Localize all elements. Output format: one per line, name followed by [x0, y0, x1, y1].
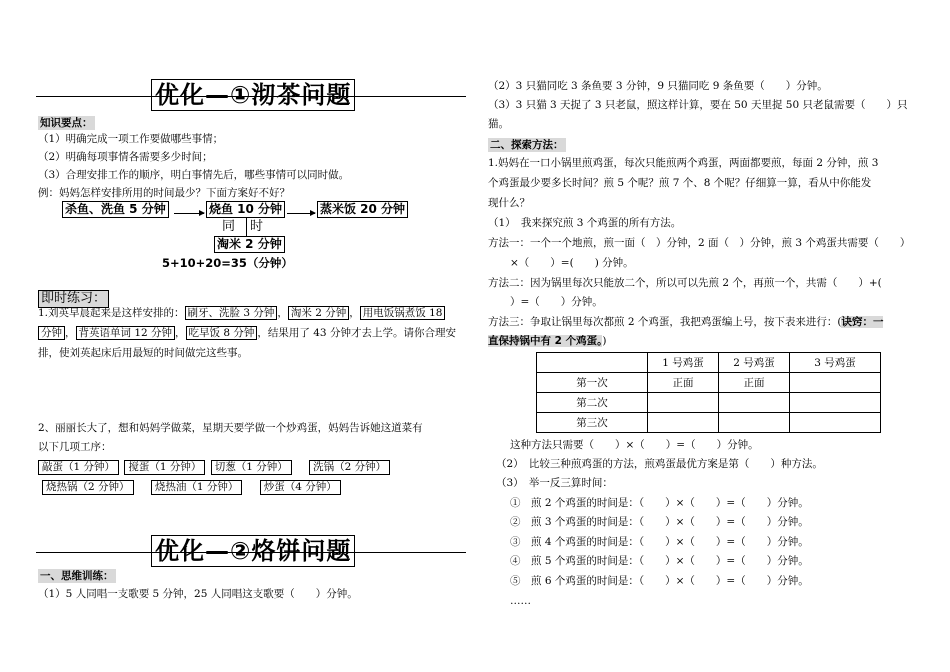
explore-sub-1: （1） 我来探究煎 3 个鸡蛋的所有方法。 [488, 217, 682, 229]
calc-3-eggs: ② 煎 3 个鸡蛋的时间是：（ ）×（ ）=（ ）分钟。 [510, 516, 809, 528]
table-cell [537, 353, 648, 373]
step-stir-egg: 搅蛋（1 分钟） [124, 460, 205, 475]
table-row [537, 393, 881, 413]
calc-5-eggs: ④ 煎 5 个鸡蛋的时间是：（ ）×（ ）=（ ）分钟。 [510, 555, 809, 567]
table-header: 3 号鸡蛋 [790, 353, 881, 373]
calc-2-eggs: ① 煎 2 个鸡蛋的时间是：（ ）×（ ）=（ ）分钟。 [510, 497, 809, 509]
flow-same-label-2: 时 [250, 219, 264, 234]
flow-step-wash-rice: 淘米 2 分钟 [214, 236, 285, 253]
step-heat-pot: 烧热锅（2 分钟） [42, 480, 134, 495]
example-question: 例：妈妈怎样安排所用的时间最少？下面方案好不好？ [38, 187, 290, 199]
task-breakfast: 吃早饭 8 分钟 [186, 326, 258, 340]
step-heat-oil: 烧热油（1 分钟） [151, 480, 243, 495]
knowledge-point-3: （3）合理安排工作的顺序，明白事情先后，哪些事情可以同时做。 [38, 169, 350, 181]
q2-line-2: 以下几项工序： [38, 441, 112, 453]
flow-arrow-2 [287, 213, 315, 214]
thinking-header: 一、思维训练： [40, 570, 114, 582]
method-2-line-1: 方法二：因为锅里每次只能放二个，所以可以先煎 2 个，再煎一个，共需（ ）+( [488, 277, 893, 289]
step-crack-egg: 敲蛋（1 分钟） [38, 460, 119, 475]
knowledge-header: 知识要点： [40, 117, 93, 129]
method-3-text: 方法三：争取让锅里每次都煎 2 个鸡蛋，我把鸡蛋编上号，按下表来进行：( [488, 316, 842, 328]
table-cell [790, 413, 881, 433]
step-cut-onion: 切葱（1 分钟） [211, 460, 292, 475]
thinking-q1: （1）5 人同唱一支歌要 5 分钟，25 人同唱这支歌要（ ）分钟。 [38, 588, 358, 600]
task-english-words: 背英语单词 12 分钟 [76, 326, 176, 340]
task-cook-rice: 用电饭锅煮饭 18 [360, 306, 446, 320]
q2-line-1: 2、丽丽长大了，想和妈妈学做菜，星期天要学做一个炒鸡蛋，妈妈告诉她这道菜有 [38, 422, 423, 434]
practice-header: 即时练习： [38, 290, 109, 308]
flow-arrow-1 [174, 213, 204, 214]
flow-step-cook-fish: 烧鱼 10 分钟 [206, 201, 285, 218]
q1-line-1: 1.刘英早晨起来是这样安排的： 刷牙、洗脸 3 分钟 ， 淘米 2 分钟 ， 用电饭锅煮饭 18 [38, 306, 445, 320]
table-cell [719, 413, 790, 433]
task-wash-rice: 淘米 2 分钟 [288, 306, 349, 320]
ellipsis: …… [510, 595, 531, 607]
explore-q1-line-3: 现什么？ [488, 197, 530, 209]
thinking-q3-line-1: （3）3 只猫 3 天捉了 3 只老鼠，照这样计算，要在 50 天里捉 50 只老鼠需要（ ）只 [488, 99, 908, 111]
q2-steps-row-1 [38, 460, 392, 475]
q2-steps-row-2 [38, 480, 343, 495]
method-3-result: 这种方法只需要（ ）×（ ）=（ ）分钟。 [510, 439, 759, 451]
explore-sub-3: （3） 举一反三算时间： [496, 477, 613, 489]
flow-same-label-1: 同 [222, 219, 236, 234]
explore-q1-line-2: 个鸡蛋最少要多长时间？煎 5 个呢？煎 7 个、8 个呢？仔细算一算，看从中你能发 [488, 177, 872, 189]
step-wash-pot: 洗锅（2 分钟） [309, 460, 390, 475]
table-row [537, 353, 881, 373]
thinking-q2: （2）3 只猫同吃 3 条鱼要 3 分钟，9 只猫同吃 9 条鱼要（ ）分钟。 [488, 80, 828, 92]
q1-line-3: 排，使刘英起床后用最短的时间做完这些事。 [38, 347, 248, 359]
knowledge-point-2: （2）明确每项事情各需要多少时间； [38, 151, 213, 163]
table-cell: 第二次 [537, 393, 648, 413]
table-cell [648, 413, 719, 433]
table-cell: 第一次 [537, 373, 648, 393]
table-row [537, 373, 881, 393]
egg-table [536, 352, 881, 433]
task-brush-teeth: 刷牙、洗脸 3 分钟 [185, 306, 278, 320]
table-row [537, 413, 881, 433]
calc-6-eggs: ⑤ 煎 6 个鸡蛋的时间是：（ ）×（ ）=（ ）分钟。 [510, 575, 809, 587]
table-cell: 第三次 [537, 413, 648, 433]
method-2-line-2: ）=（ ）分钟。 [510, 296, 603, 308]
explore-q1-line-1: 1.妈妈在一口小锅里煎鸡蛋，每次只能煎两个鸡蛋，两面都要煎，每面 2 分钟，煎 3 [488, 157, 879, 169]
explore-header: 二、探索方法： [490, 139, 564, 151]
table-cell [790, 393, 881, 413]
flow-formula: 5+10+20=35（分钟） [162, 256, 293, 270]
title-tea-problem: 优化—①沏茶问题 [151, 79, 355, 111]
method-1-line-2: ×（ ）=( ) 分钟。 [510, 257, 634, 269]
method-3-close: ) [602, 335, 607, 347]
title-pancake-problem: 优化—②烙饼问题 [151, 535, 355, 567]
q1-line-2: 分钟 ， 背英语单词 12 分钟 ， 吃早饭 8 分钟 ，结果用了 43 分钟才去上学。请你合理安 [38, 326, 456, 340]
calc-4-eggs: ③ 煎 4 个鸡蛋的时间是：（ ）×（ ）=（ ）分钟。 [510, 536, 809, 548]
method-3-tip-1: 诀窍：一 [841, 316, 884, 328]
flow-step-kill-fish: 杀鱼、洗鱼 5 分钟 [62, 201, 169, 218]
knowledge-point-1: （1）明确完成一项工作要做哪些事情； [38, 133, 224, 145]
flow-step-steam-rice: 蒸米饭 20 分钟 [317, 201, 408, 218]
table-cell: 正面 [719, 373, 790, 393]
method-3-line-2 [488, 334, 606, 348]
table-cell: 正面 [648, 373, 719, 393]
thinking-q3-line-2: 猫。 [488, 118, 509, 130]
method-1-line-1: 方法一：一个一个地煎，煎一面（ ）分钟，2 面（ ）分钟，煎 3 个鸡蛋共需要（ ） [488, 237, 911, 249]
table-header: 2 号鸡蛋 [719, 353, 790, 373]
table-cell [790, 373, 881, 393]
step-fry-egg: 炒蛋（4 分钟） [260, 480, 341, 495]
method-3-line-1 [488, 315, 883, 329]
table-header: 1 号鸡蛋 [648, 353, 719, 373]
table-cell [648, 393, 719, 413]
q1-suffix-1: ，结果用了 43 分钟才去上学。请你合理安 [257, 327, 456, 339]
task-cook-rice-cont: 分钟 [38, 326, 65, 340]
explore-sub-2: （2） 比较三种煎鸡蛋的方法，煎鸡蛋最优方案是第（ ）种方法。 [496, 458, 823, 470]
q1-prefix: 1.刘英早晨起来是这样安排的： [38, 307, 185, 319]
method-3-tip-2: 直保持锅中有 2 个鸡蛋。 [488, 335, 603, 347]
table-cell [719, 393, 790, 413]
